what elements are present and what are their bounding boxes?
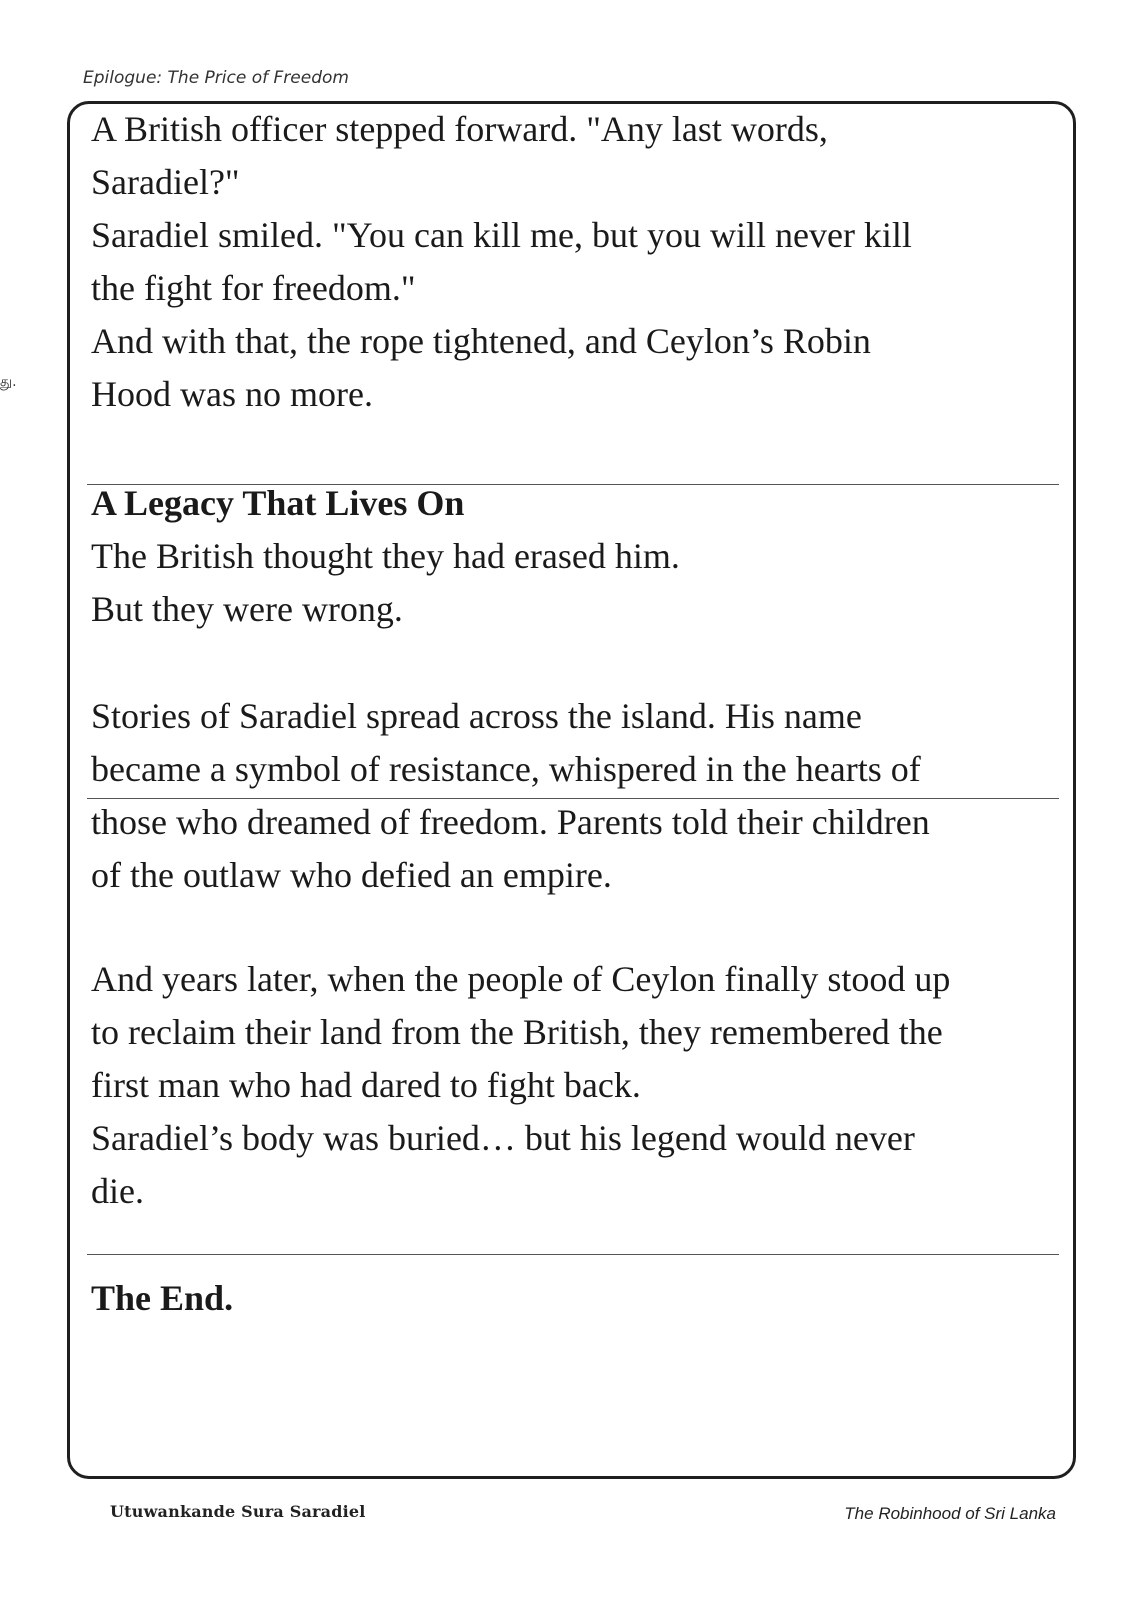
paragraph-line: Saradiel’s body was buried… but his legend would never: [91, 1118, 915, 1158]
closing-line: The End.: [91, 1278, 234, 1318]
section-heading: A Legacy That Lives On: [91, 483, 465, 523]
paragraph-line: Stories of Saradiel spread across the island. His name: [91, 696, 862, 736]
paragraph-line: those who dreamed of freedom. Parents told their children: [91, 802, 930, 842]
paragraph-line: The British thought they had erased him.: [91, 536, 680, 576]
section-execution: [91, 103, 1061, 421]
paragraph-line: first man who had dared to fight back.: [91, 1065, 641, 1105]
section-stories: [91, 690, 1061, 902]
paragraph-line: But they were wrong.: [91, 589, 403, 629]
paragraph-line: to reclaim their land from the British, they remembered the: [91, 1012, 943, 1052]
paragraph-line: And years later, when the people of Ceylon finally stood up: [91, 959, 951, 999]
paragraph-line: became a symbol of resistance, whispered in the hearts of: [91, 749, 921, 789]
margin-fragment: து.: [0, 374, 17, 390]
footer-book-title: Utuwankande Sura Saradiel: [110, 1502, 366, 1521]
paragraph-line: And with that, the rope tightened, and Ceylon’s Robin: [91, 321, 871, 361]
section-remembrance: [91, 953, 1061, 1218]
footer-subtitle: The Robinhood of Sri Lanka: [844, 1504, 1056, 1523]
section-closing: [91, 1272, 1061, 1325]
paragraph-line: A British officer stepped forward. "Any last words,: [91, 109, 828, 149]
paragraph-line: the fight for freedom.": [91, 268, 416, 308]
paragraph-line: die.: [91, 1171, 144, 1211]
paragraph-line: Saradiel smiled. "You can kill me, but you will never kill: [91, 215, 912, 255]
paragraph-line: Hood was no more.: [91, 374, 373, 414]
section-legacy: [91, 477, 1061, 636]
running-title: Epilogue: The Price of Freedom: [83, 68, 349, 88]
paragraph-line: of the outlaw who defied an empire.: [91, 855, 612, 895]
section-divider: [87, 798, 1059, 799]
section-divider: [87, 1254, 1059, 1255]
paragraph-line: Saradiel?": [91, 162, 240, 202]
